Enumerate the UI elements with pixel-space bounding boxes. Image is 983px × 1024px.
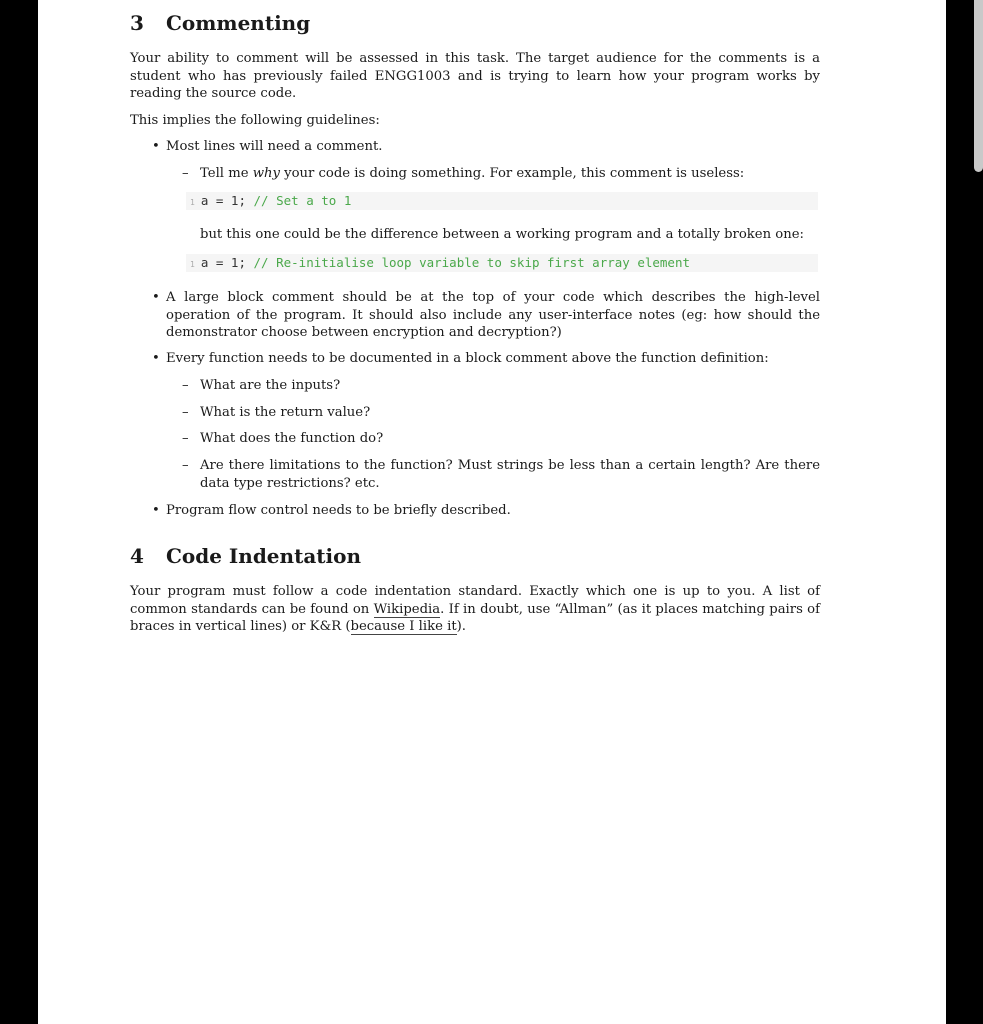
code-block-useless (186, 192, 818, 210)
code-text: a = 1; (200, 255, 254, 270)
bullet-marker: • (152, 139, 160, 154)
dash-marker: – (182, 378, 189, 393)
sub-item-return: What is the return value? (200, 405, 371, 420)
sub-item-does: What does the function do? (200, 431, 384, 446)
section-title: Code Indentation (166, 544, 361, 568)
sub-item-inputs: What are the inputs? (200, 378, 341, 393)
intro-paragraph: Your ability to comment will be assessed in this task. The target audience for the comments is a student who has previously failed ENGG1003 and is trying to learn how your program works by reading the source code. (130, 51, 820, 101)
bullet-flow-control: Program flow control needs to be briefly described. (166, 503, 511, 518)
bullet-most-lines: Most lines will need a comment. (166, 139, 383, 154)
section-number: 4 (130, 544, 144, 568)
dash-marker: – (182, 405, 189, 420)
dash-marker: – (182, 431, 189, 446)
bullet-marker: • (152, 503, 160, 518)
dash-marker: – (182, 166, 189, 181)
line-number: 1 (190, 260, 195, 269)
guidelines-lead: This implies the following guidelines: (130, 113, 380, 128)
code-text: a = 1; (200, 193, 254, 208)
section-3-heading (130, 10, 310, 36)
bullet-marker: • (152, 351, 160, 366)
bullet-every-function: Every function needs to be documented in a block comment above the function definition: (166, 351, 769, 366)
dash-tell-me-why: Tell me why your code is doing something. For example, this comment is useless: (200, 166, 745, 181)
sub-item-limitations: Are there limitations to the function? Must strings be less than a certain length? Are there data type restrictions? etc. (200, 458, 820, 491)
dash-marker: – (182, 458, 189, 473)
line-number: 1 (190, 198, 195, 207)
scrollbar-thumb[interactable] (974, 0, 983, 172)
bullet-block-comment: A large block comment should be at the top of your code which describes the high-level operation of the program. It should also include any user-interface notes (eg: how should the demonstrator choose between encryption and decryption?) (166, 290, 820, 340)
code-comment: // Re-initialise loop variable to skip first array element (253, 255, 691, 270)
but-this-one-text: but this one could be the difference between a working program and a totally broken one: (200, 227, 804, 242)
bullet-marker: • (152, 290, 160, 305)
code-block-useful (186, 254, 818, 272)
underlined-text: because I like it (350, 619, 457, 634)
document-page (38, 0, 946, 1024)
section-4-heading (130, 543, 361, 569)
indentation-paragraph: Your program must follow a code indentation standard. Exactly which one is up to you. A list of common standards can be found on Wikipedia. If in doubt, use “Allman” (as it places matching pairs of braces in vertical lines) or K&R (because I like it). (130, 584, 820, 634)
section-title: Commenting (166, 11, 311, 35)
section-number: 3 (130, 11, 144, 35)
code-comment: // Set a to 1 (253, 193, 352, 208)
wikipedia-link[interactable]: Wikipedia (373, 601, 441, 617)
